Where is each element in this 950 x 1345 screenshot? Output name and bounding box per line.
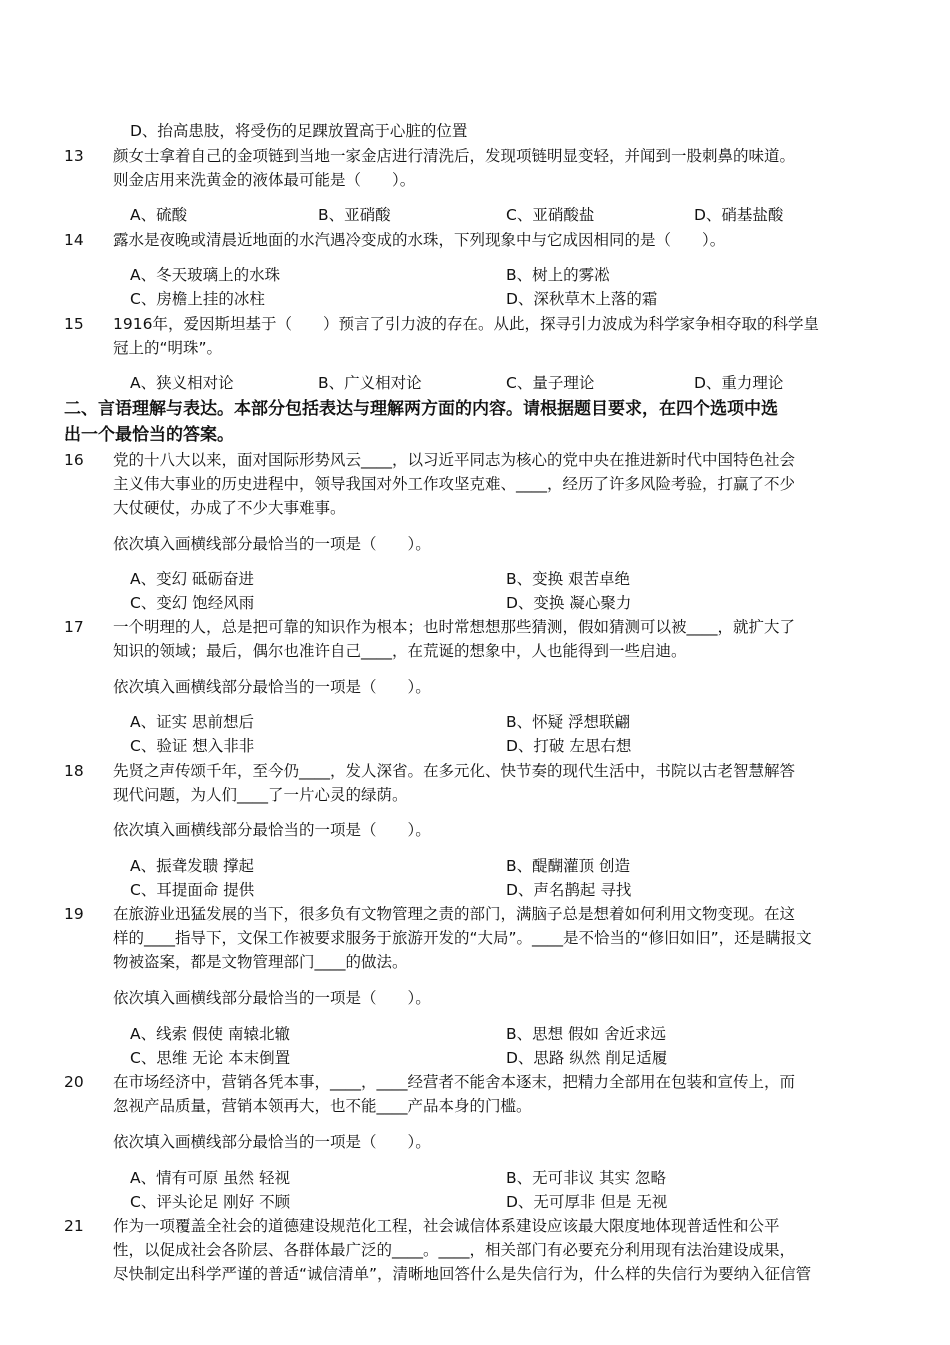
q13-line-2: 则金店用来洗黄金的液体最可能是（ ）。 (113, 171, 416, 189)
q18-stem (113, 759, 873, 807)
q19-line-3: 物被盗案，都是文物管理部门____的做法。 (113, 953, 408, 971)
q19-line-2: 样的____指导下，文保工作被要求服务于旅游开发的“大局”。____是不恰当的“修旧如旧”，还是瞒报文 (113, 929, 812, 947)
q17-stem (113, 615, 873, 663)
q21-line-1: 作为一项覆盖全社会的道德建设规范化工程，社会诚信体系建设应该最大限度地体现普适性和公平 (113, 1217, 780, 1235)
q15-line-2: 冠上的“明珠”。 (113, 339, 223, 357)
q15-stem (113, 312, 873, 360)
q19-option-d: D、思路 纵然 削足适履 (506, 1049, 668, 1067)
q14-stem (113, 228, 873, 252)
q14-option-b: B、树上的雾凇 (506, 266, 610, 284)
q20-stem (113, 1070, 873, 1118)
q20-option-c: C、评头论足 刚好 不顾 (130, 1193, 291, 1211)
q12-option-d: D、抬高患肢，将受伤的足踝放置高于心脏的位置 (130, 122, 468, 140)
q19-stem (113, 902, 873, 974)
q18-option-a: A、振聋发聩 撑起 (130, 857, 255, 875)
q18-line-1: 先贤之声传颂千年，至今仍____，发人深省。在多元化、快节奏的现代生活中，书院以古老智慧解答 (113, 762, 796, 780)
q19-line-1: 在旅游业迅猛发展的当下，很多负有文物管理之责的部门，满脑子总是想着如何利用文物变现。在这 (113, 905, 796, 923)
q14-option-d: D、深秋草木上落的霜 (506, 290, 658, 308)
q14-line-1: 露水是夜晚或清晨近地面的水汽遇冷变成的水珠，下列现象中与它成因相同的是（ ）。 (113, 231, 726, 249)
q20-line-2: 忽视产品质量，营销本领再大，也不能____产品本身的门槛。 (113, 1097, 532, 1115)
section-2-line-2: 出一个最恰当的答案。 (64, 425, 234, 445)
q16-line-3: 大仗硬仗，办成了不少大事难事。 (113, 499, 346, 517)
q16-stem (113, 448, 873, 520)
q19-number: 19 (64, 905, 84, 923)
q18-line-2: 现代问题，为人们____了一片心灵的绿荫。 (113, 786, 408, 804)
q16-line-1: 党的十八大以来，面对国际形势风云____，以习近平同志为核心的党中央在推进新时代中国特色社会 (113, 451, 796, 469)
q16-option-a: A、变幻 砥砺奋进 (130, 570, 255, 588)
q15-option-c: C、量子理论 (506, 374, 595, 392)
q19-option-c: C、思维 无论 本末倒置 (130, 1049, 291, 1067)
q15-option-d: D、重力理论 (694, 374, 784, 392)
q19-prompt: 依次填入画横线部分最恰当的一项是（ ）。 (113, 989, 431, 1007)
q18-number: 18 (64, 762, 84, 780)
q21-number: 21 (64, 1217, 84, 1235)
q17-option-d: D、打破 左思右想 (506, 737, 632, 755)
q15-option-a: A、狭义相对论 (130, 374, 234, 392)
q13-option-c: C、亚硝酸盐 (506, 206, 595, 224)
q13-option-a: A、硫酸 (130, 206, 188, 224)
q20-option-b: B、无可非议 其实 忽略 (506, 1169, 666, 1187)
q15-option-b: B、广义相对论 (318, 374, 422, 392)
section-2-line-1: 二、言语理解与表达。本部分包括表达与理解两方面的内容。请根据题目要求，在四个选项中选 (64, 399, 778, 419)
q13-option-d: D、硝基盐酸 (694, 206, 784, 224)
q14-option-c: C、房檐上挂的冰柱 (130, 290, 265, 308)
q18-prompt: 依次填入画横线部分最恰当的一项是（ ）。 (113, 821, 431, 839)
q20-line-1: 在市场经济中，营销各凭本事，____，____经营者不能舍本逐末，把精力全部用在包装和宣传上，而 (113, 1073, 796, 1091)
q17-number: 17 (64, 618, 84, 636)
q17-prompt: 依次填入画横线部分最恰当的一项是（ ）。 (113, 678, 431, 696)
q15-number: 15 (64, 315, 84, 333)
q17-option-a: A、证实 思前想后 (130, 713, 255, 731)
q13-line-1: 颜女士拿着自己的金项链到当地一家金店进行清洗后，发现项链明显变轻，并闻到一股刺鼻的味道。 (113, 147, 796, 165)
q17-option-c: C、验证 想入非非 (130, 737, 255, 755)
q17-option-b: B、怀疑 浮想联翩 (506, 713, 631, 731)
q20-option-a: A、情有可原 虽然 轻视 (130, 1169, 290, 1187)
section-2-heading (64, 396, 884, 448)
q17-line-2: 知识的领域；最后，偶尔也准许自己____，在荒诞的想象中，人也能得到一些启迪。 (113, 642, 687, 660)
q20-option-d: D、无可厚非 但是 无视 (506, 1193, 668, 1211)
q21-line-2: 性，以促成社会各阶层、各群体最广泛的____。____，相关部门有必要充分利用现有法治建设成果， (113, 1241, 796, 1259)
q15-line-1: 1916年，爱因斯坦基于（ ）预言了引力波的存在。从此，探寻引力波成为科学家争相夺取的科学皇 (113, 315, 819, 333)
q16-option-d: D、变换 凝心聚力 (506, 594, 632, 612)
q18-option-b: B、醍醐灌顶 创造 (506, 857, 631, 875)
q18-option-d: D、声名鹊起 寻找 (506, 881, 632, 899)
q18-option-c: C、耳提面命 提供 (130, 881, 255, 899)
q19-option-a: A、线索 假使 南辕北辙 (130, 1025, 290, 1043)
q20-number: 20 (64, 1073, 84, 1091)
q16-prompt: 依次填入画横线部分最恰当的一项是（ ）。 (113, 535, 431, 553)
q19-option-b: B、思想 假如 舍近求远 (506, 1025, 666, 1043)
q16-option-c: C、变幻 饱经风雨 (130, 594, 255, 612)
q13-option-b: B、亚硝酸 (318, 206, 391, 224)
q17-line-1: 一个明理的人，总是把可靠的知识作为根本；也时常想想那些猜测，假如猜测可以被____，就扩大了 (113, 618, 796, 636)
q16-option-b: B、变换 艰苦卓绝 (506, 570, 631, 588)
q13-stem (113, 144, 873, 192)
q21-line-3: 尽快制定出科学严谨的普适“诚信清单”，清晰地回答什么是失信行为，什么样的失信行为要纳入征信管 (113, 1265, 812, 1283)
q16-line-2: 主义伟大事业的历史进程中，领导我国对外工作攻坚克难、____，经历了许多风险考验，打赢了不少 (113, 475, 796, 493)
q20-prompt: 依次填入画横线部分最恰当的一项是（ ）。 (113, 1133, 431, 1151)
q13-number: 13 (64, 147, 84, 165)
q16-number: 16 (64, 451, 84, 469)
q21-stem (113, 1214, 873, 1286)
q14-number: 14 (64, 231, 84, 249)
q14-option-a: A、冬天玻璃上的水珠 (130, 266, 281, 284)
